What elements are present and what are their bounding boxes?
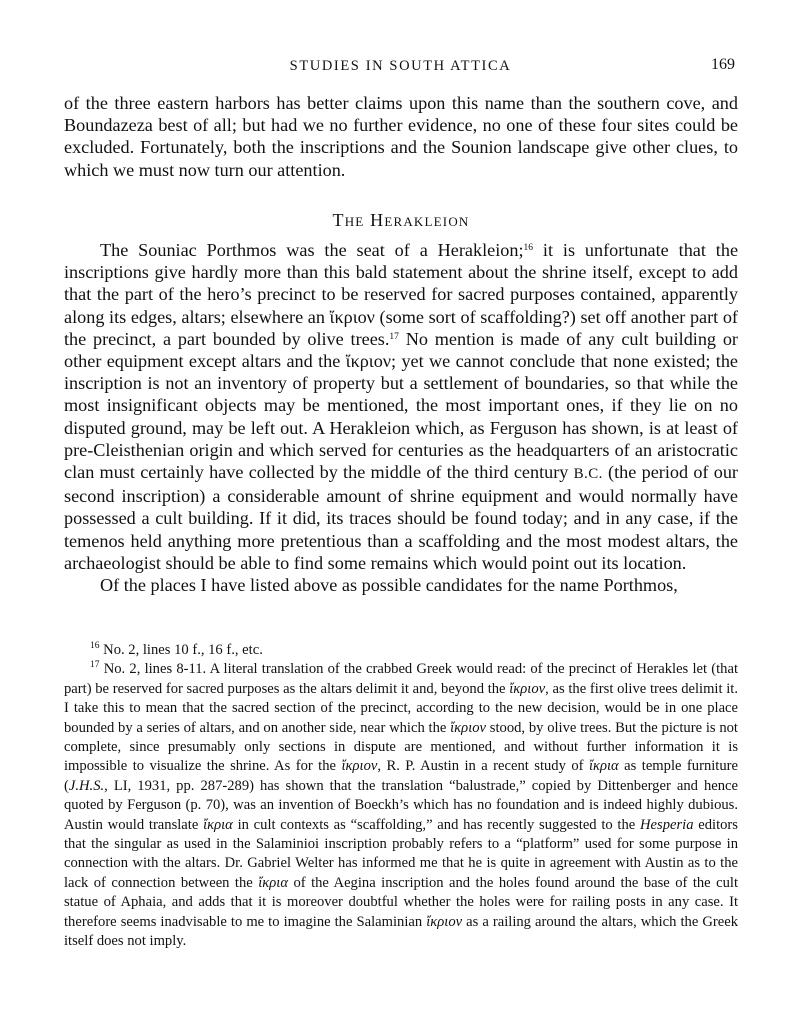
- footnote-text: , LI, 1931, pp. 287-289) has shown that the translation “balustrade,” copied by Dittenberger and hence quoted by Ferguson (p. 70), was an invention of Boeckh’s which has no foundation and is indeed highly dubious. Austin would translate: [64, 777, 738, 833]
- footnote-number: 17: [90, 660, 100, 671]
- paragraph: Of the places I have listed above as possible candidates for the name Porthmos,: [100, 575, 678, 596]
- footnote-text: of the Aegina inscription and the holes found around the base of the cult statue of Aphaia, and adds that it is moreover doubtful whether the holes were for railing posts in any case. It therefore seems inadvisable to me to imagine the Salaminian: [64, 874, 739, 930]
- greek-term: ἴκρια: [258, 874, 288, 891]
- page-number: 169: [711, 56, 735, 73]
- footnote-text: in cult contexts as “scaffolding,” and has recently suggested to the: [232, 816, 640, 833]
- era-abbreviation: B.C.: [573, 466, 603, 483]
- paragraph-text: The Souniac Porthmos was the seat of a Herakleion;: [100, 240, 524, 261]
- footnote-ref-17[interactable]: 17: [389, 331, 399, 342]
- greek-term: ἴκριον: [426, 913, 463, 930]
- paragraph: [64, 239, 738, 574]
- footnote-text: as temple furniture (: [64, 758, 738, 794]
- footnote-text: No. 2, lines 10 f., 16 f., etc.: [99, 642, 263, 658]
- footnote-text: No. 2, lines 8-11. A literal translation of the crabbed Greek would read: of the precinct of Herakles let (that part) be reserved for sacred purposes as the altars delimit it and, beyond the: [64, 661, 738, 697]
- page-header: [0, 56, 801, 80]
- greek-term: ἴκρια: [203, 816, 233, 833]
- footnote-number: 16: [90, 641, 100, 651]
- footnote-text: , as the first olive trees delimit it. I take this to mean that the sacred section of the precinct, according to the new decision, would be in one place bounded by a series of altars, and on another side, near which the: [64, 680, 738, 736]
- paragraph-text: No mention is made of any cult building or other equipment except altars and the ἴκριον; yet we cannot conclude that none existed; the inscription is not an inventory of property but a settlement of boundaries, so that while the most insignificant objects may be mentioned, the most important ones, if they lie on no disputed ground, may be left out. A Herakleion which, as Ferguson has shown, is at least of pre-Cleisthenian origin and which served for centuries as the headquarters of an aristocratic clan must certainly have collected by the middle of the third century: [64, 328, 738, 483]
- running-head: STUDIES IN SOUTH ATTICA: [289, 58, 512, 74]
- journal-title: J.H.S.: [68, 777, 105, 794]
- paragraph-text: (the period of our second inscription) a considerable amount of shrine equipment and would normally have possessed a cult building. If it did, its traces should be found today; and in any case, if the temenos held anything more pretentious than a scaffolding and the most modest altars, the archaeologist should be able to find some remains which would point out its location.: [64, 462, 738, 573]
- greek-term: ἴκριον: [450, 719, 487, 736]
- footnote-text: stood, by olive trees. But the picture is not complete, since presumably only sections in dispute are mentioned, and without further information it is impossible to visualize the shrine. As for the: [64, 719, 738, 775]
- paragraph-text: it is unfortunate that the inscriptions give hardly more than this bald statement about the shrine itself, except to add that the part of the hero’s precinct to be reserved for sacred purposes contained, apparently along its edges, altars; elsewhere an ἴκριον (some sort of scaffolding?) set off another part of the precinct, a part bounded by olive trees.: [64, 240, 739, 349]
- footnote-text: editors that the singular as used in the Salaminioi inscription probably refers to a “platform” used for some purpose in connection with the altars. Dr. Gabriel Welter has informed me that he is quite in agreement with Austin as to the lack of connection between the: [64, 816, 738, 891]
- footnote-17: [64, 660, 738, 951]
- greek-term: ἴκριον: [509, 680, 546, 697]
- footnote-text: as a railing around the altars, which the Greek itself does not imply.: [64, 913, 738, 950]
- footnote-ref-16[interactable]: 16: [523, 243, 534, 254]
- footnotes: [64, 641, 738, 952]
- main-text: [64, 92, 738, 596]
- greek-term: ἴκρια: [588, 758, 619, 775]
- section-heading: The Herakleion: [332, 209, 470, 230]
- footnote-16: [64, 641, 738, 660]
- footnote-text: , R. P. Austin in a recent study of: [377, 758, 589, 775]
- journal-title: Hesperia: [640, 816, 694, 833]
- greek-term: ἴκριον: [341, 758, 378, 775]
- paragraph: of the three eastern harbors has better claims upon this name than the southern cove, and Boundazeza best of all; but had we no further evidence, no one of these four sites could be excluded. Fortunately, both the inscriptions and the Sounion landscape give other clues, to which we must now turn our attention.: [64, 93, 738, 180]
